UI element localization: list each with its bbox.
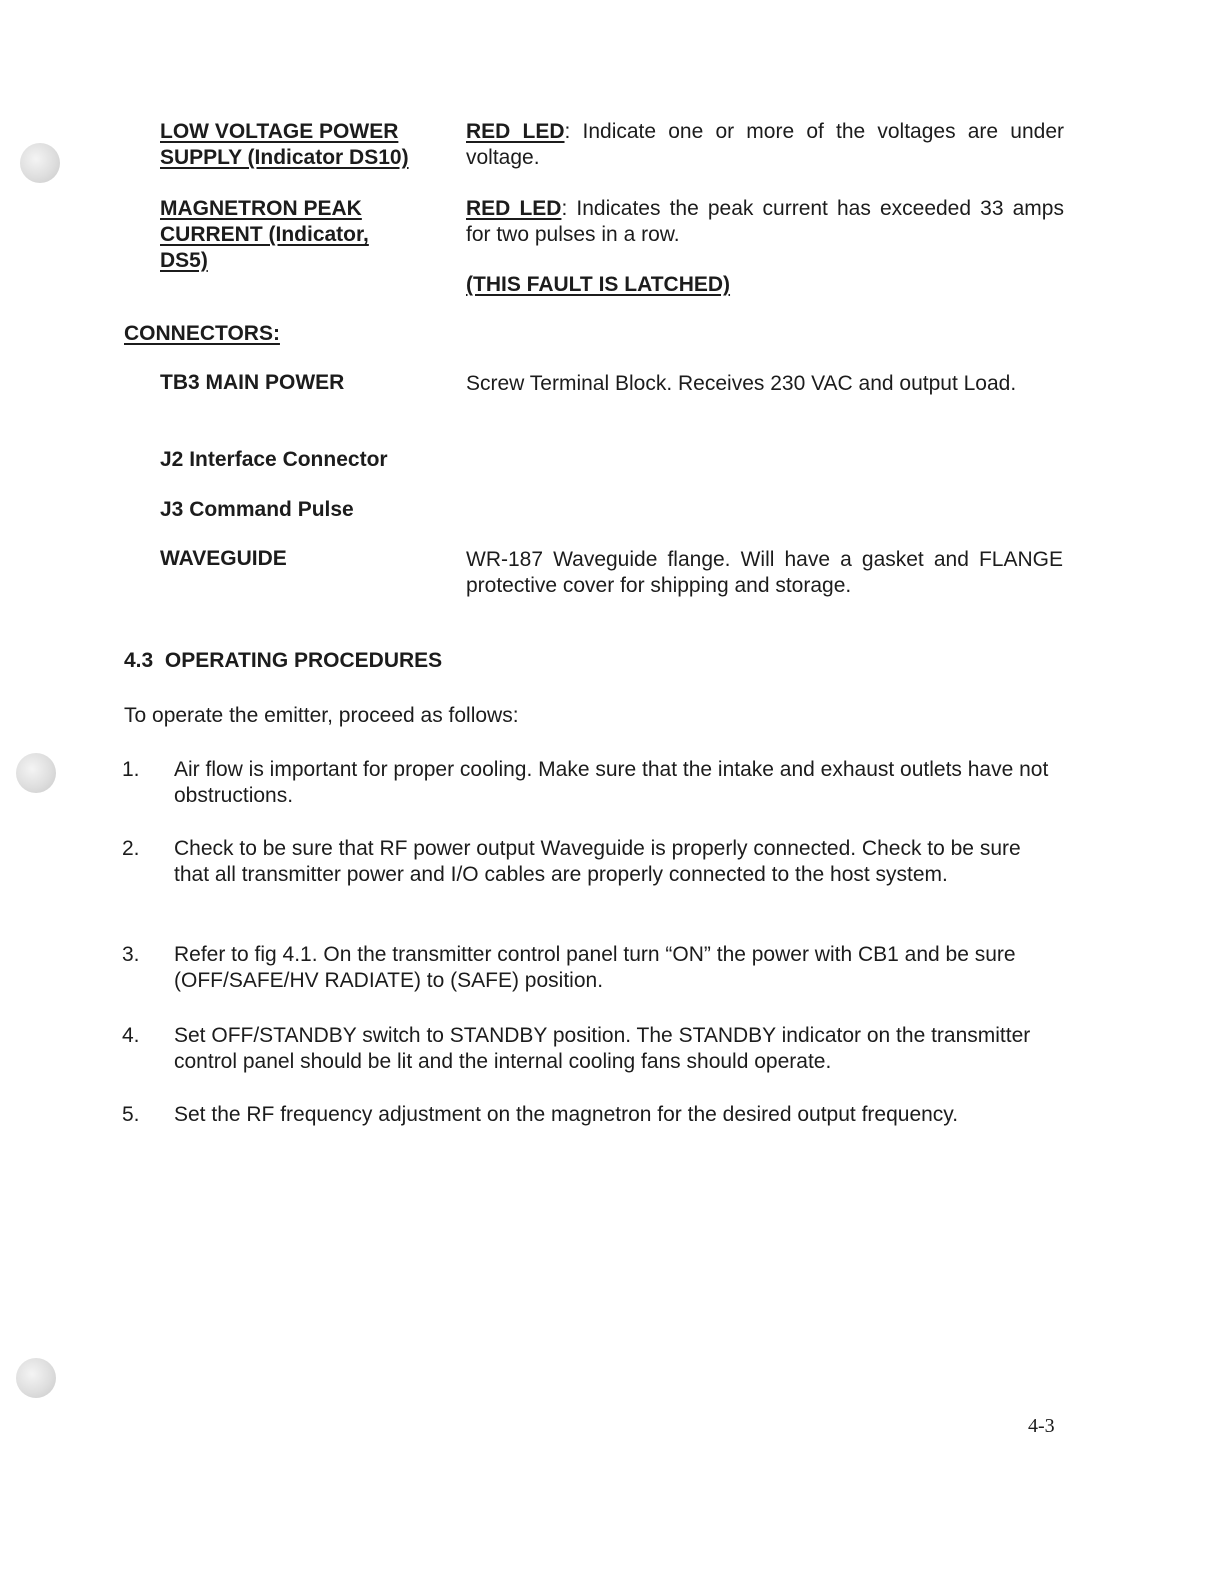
indicator-label-magnetron-peak: MAGNETRON PEAK CURRENT (Indicator, DS5) (160, 197, 369, 272)
step-number: 5. (122, 1103, 140, 1126)
page-number: 4-3 (1028, 1415, 1055, 1437)
indicator-desc-low-voltage: RED LED: Indicate one or more of the voltages are under voltage. (466, 120, 1064, 169)
red-led-label: RED LED (466, 120, 565, 143)
connector-label-tb3: TB3 MAIN POWER (160, 371, 345, 394)
intro-text: To operate the emitter, proceed as follows: (124, 704, 519, 727)
connector-desc-waveguide: WR-187 Waveguide flange. Will have a gasket and FLANGE protective cover for shipping and storage. (466, 548, 1063, 597)
step-text: Refer to fig 4.1. On the transmitter control panel turn “ON” the power with CB1 and be sure (OFF/SAFE/HV RADIATE) to (SAFE) position. (174, 943, 1016, 992)
connector-label-waveguide: WAVEGUIDE (160, 547, 287, 570)
section-number: 4.3 (124, 649, 154, 672)
step-number: 1. (122, 758, 140, 781)
indicator-label-low-voltage: LOW VOLTAGE POWER SUPPLY (Indicator DS10) (160, 120, 409, 169)
binder-hole-top (20, 143, 60, 183)
list-item (122, 942, 1072, 994)
step-number: 4. (122, 1024, 140, 1047)
list-item (122, 836, 1046, 888)
indicator-desc-magnetron-peak: RED LED: Indicates the peak current has exceeded 33 amps for two pulses in a row. (466, 197, 1064, 246)
connector-desc-tb3: Screw Terminal Block. Receives 230 VAC and output Load. (466, 372, 1017, 395)
list-item (122, 1102, 1072, 1128)
step-text: Set OFF/STANDBY switch to STANDBY position. The STANDBY indicator on the transmitter control panel should be lit and the internal cooling fans should operate. (174, 1024, 1031, 1073)
connector-label-j2: J2 Interface Connector (160, 448, 388, 471)
step-text: Set the RF frequency adjustment on the magnetron for the desired output frequency. (174, 1103, 959, 1126)
connector-label-j3: J3 Command Pulse (160, 498, 354, 521)
list-item (122, 757, 1072, 809)
connectors-heading: CONNECTORS: (124, 322, 280, 345)
fault-latched-note: (THIS FAULT IS LATCHED) (466, 273, 731, 296)
binder-hole-bottom (16, 1358, 56, 1398)
section-title: OPERATING PROCEDURES (164, 649, 443, 672)
step-text: Check to be sure that RF power output Waveguide is properly connected. Check to be sure that all transmitter power and I/O cables are properly connected to the host system. (174, 837, 1021, 886)
step-number: 3. (122, 943, 140, 966)
list-item (122, 1023, 1044, 1075)
red-led-label: RED LED (466, 197, 562, 220)
binder-hole-middle (16, 753, 56, 793)
step-number: 2. (122, 837, 140, 860)
step-text: Air flow is important for proper cooling. Make sure that the intake and exhaust outlets have not obstructions. (174, 758, 1049, 807)
section-heading (124, 648, 442, 674)
